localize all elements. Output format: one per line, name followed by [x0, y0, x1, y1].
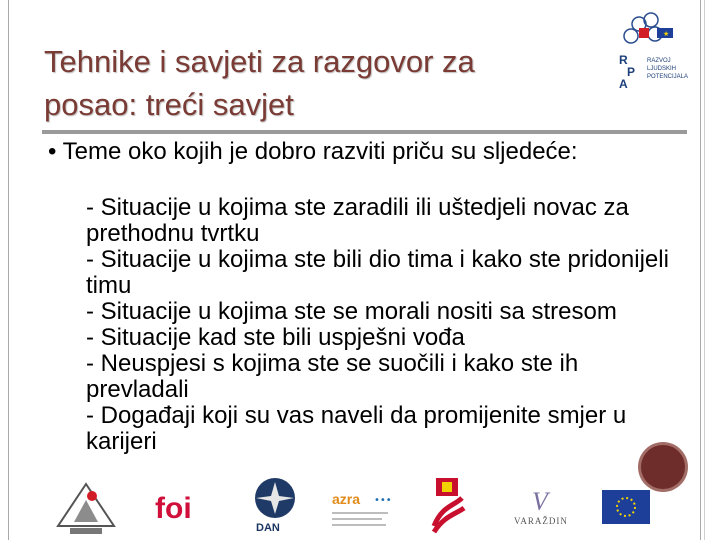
slide-frame-right-inner [704, 0, 705, 540]
sub-item: - Događaji koji su vas naveli da promijenite smjer u karijeri [86, 402, 627, 455]
logo-base [70, 528, 102, 534]
eu-flag-logo [602, 490, 650, 524]
slide-title-line-2: posao: treći savjet [44, 87, 294, 122]
logo-word-3: POTENCIJALA [647, 74, 689, 80]
azra-logo [330, 490, 392, 530]
slide-title [44, 40, 604, 126]
eu-flag-icon [602, 490, 650, 524]
logo-letter-a: A [619, 77, 628, 91]
main-bullet [48, 139, 628, 165]
red-dot-icon [87, 491, 97, 501]
bullet-marker: • [48, 138, 57, 165]
logo-letter-r: R [619, 53, 628, 67]
azra-logo-text: azra [332, 491, 361, 507]
azra-small-print-line [332, 518, 382, 520]
slide-frame-right [700, 0, 701, 540]
sub-item: - Situacije u kojima ste se morali nositi sa stresom [86, 298, 617, 325]
sub-item: - Situacije u kojima ste bili dio tima i kako ste pridonijeli timu [86, 246, 669, 299]
logo-petal-2 [644, 13, 658, 27]
logo-letter-p: P [627, 65, 636, 79]
title-divider [42, 130, 687, 134]
varazdin-logo [512, 484, 574, 528]
azra-small-print-line [332, 524, 386, 526]
coat-of-arms-detail [442, 482, 452, 492]
sub-item: - Situacije u kojima ste zaradili ili uštedjeli novac za prethodnu tvrtku [86, 194, 629, 247]
partner-logo-1 [56, 482, 116, 538]
slide-frame-left [8, 0, 9, 540]
slide-title-line-1: Tehnike i savjeti za razgovor za [44, 44, 475, 79]
bullet-text: Teme oko kojih je dobro razviti priču su sljedeće: [62, 138, 578, 165]
human-resources-logo [617, 10, 693, 92]
logo-red-square [639, 28, 649, 38]
partner-logos-row [0, 470, 720, 540]
sub-item: - Neuspjesi s kojima ste se suočili i kako ste ih prevladali [86, 350, 579, 403]
logo-petal-3 [624, 29, 638, 43]
foi-logo [153, 488, 199, 528]
dan-logo [250, 476, 300, 534]
sub-item-list [86, 195, 686, 455]
foi-logo-text: foi [155, 492, 192, 525]
varazdin-logo-text: VARAŽDIN [514, 516, 568, 526]
sub-item: - Situacije kad ste bili uspješni vođa [86, 324, 465, 351]
azra-dots-icon: ••• [374, 495, 392, 506]
dan-logo-text: DAN [256, 522, 280, 534]
varazdin-v-icon: V [532, 487, 548, 516]
logo-star-icon: ★ [663, 30, 670, 38]
azra-small-print-line [332, 512, 388, 514]
logo-word-1: RAZVOJ [647, 58, 671, 64]
logo-word-2: LJUDSKIH [647, 66, 677, 72]
county-logo [428, 476, 468, 534]
